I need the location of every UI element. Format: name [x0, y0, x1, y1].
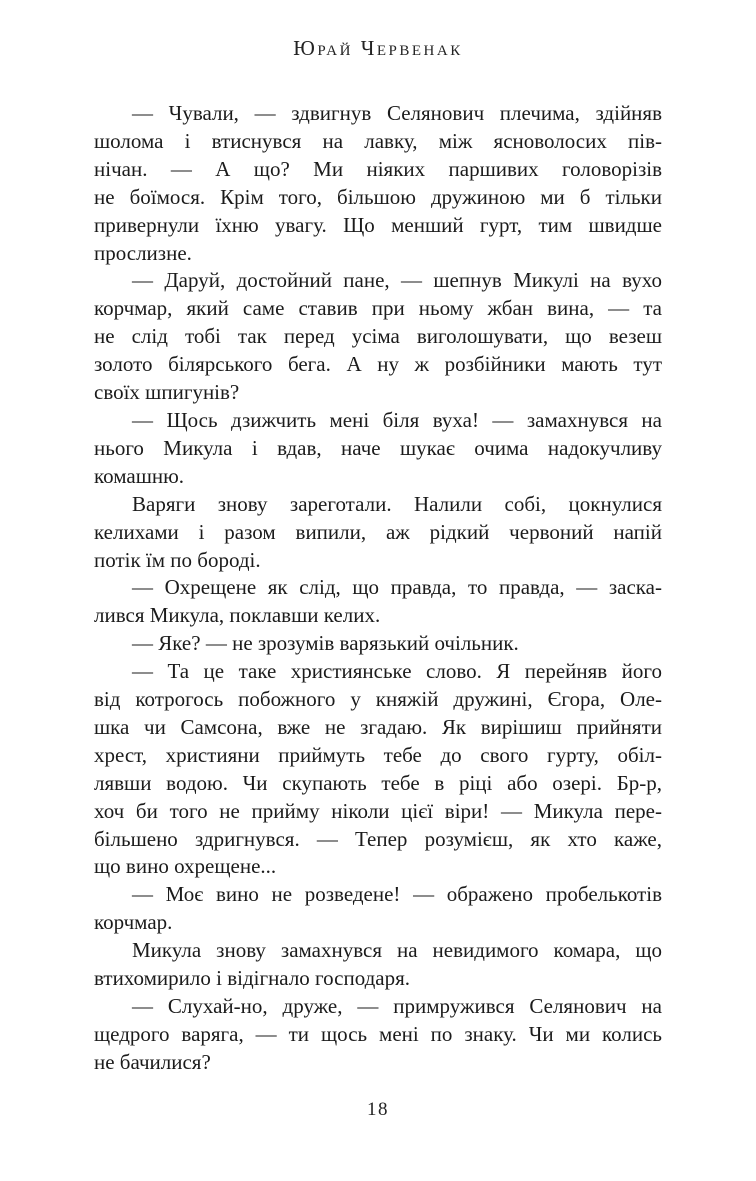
text-line: — Чували, — здвигнув Селянович плечима, здійняв [132, 101, 662, 125]
text-line: Микула знову замахнувся на невидимого комара, що [132, 938, 662, 963]
text-line: — Даруй, достойний пане, — шепнув Микулі на вухо [132, 268, 662, 293]
text-line: привернули їхню увагу. Що менший гурт, тим швидше [94, 212, 662, 237]
text-line: прослизне. [94, 240, 192, 265]
text-line: келихами і разом випили, аж рідкий червоний напій [94, 519, 662, 544]
text-line: своїх шпигунів? [94, 380, 240, 405]
text-line: не слід тобі так перед усіма виголошувати, що везеш [94, 324, 662, 349]
text-line: лявши водою. Чи скупають тебе в ріці або озері. Бр-р, [94, 770, 662, 795]
page-number: 18 [367, 1099, 389, 1120]
text-line: лився Микула, поклавши келих. [94, 603, 381, 628]
text-line: корчмар, який саме ставив при ньому жбан вина, — та [94, 296, 662, 321]
text-line: шолома і втиснувся на лавку, між ясноволосих пів- [94, 128, 662, 153]
text-line: не боїмося. Крім того, більшою дружиною ми б тільки [94, 184, 662, 209]
text-line: — Слухай-но, друже, — примружився Селянович на [132, 994, 662, 1018]
text-line: шка чи Самсона, вже не згадаю. Як вирішиш прийняти [94, 714, 662, 739]
text-line: золото білярського бега. А ну ж розбійники мають тут [94, 352, 662, 377]
body-text [94, 100, 662, 1077]
text-line: — Охрещене як слід, що правда, то правда, — заска- [132, 575, 662, 600]
text-line: хоч би того не прийму ніколи цієї віри! — Микула пере- [94, 798, 662, 823]
running-header-author: Юрай Червенак [293, 36, 463, 60]
text-line: комашню. [94, 463, 185, 488]
text-line: корчмар. [94, 910, 173, 935]
text-line: — Щось дзижчить мені біля вуха! — замахнувся на [132, 407, 662, 432]
text-line: Варяги знову зареготали. Налили собі, цокнулися [132, 491, 662, 516]
text-line: що вино охрещене... [94, 854, 277, 879]
text-line: потік їм по бороді. [94, 547, 261, 572]
text-line: втихомирило і відігнало господаря. [94, 966, 411, 991]
text-line: щедрого варяга, — ти щось мені по знаку. Чи ми колись [94, 1021, 662, 1046]
text-line: нічан. — А що? Ми ніяких паршивих головорізів [94, 156, 662, 181]
text-line: не бачилися? [94, 1049, 211, 1074]
text-line: більшено здригнувся. — Тепер розумієш, як хто каже, [94, 826, 662, 851]
text-line: хрест, християни приймуть тебе до свого гурту, обіл- [94, 742, 662, 767]
text-line: — Та це таке християнське слово. Я перейняв його [132, 659, 662, 684]
text-line: — Моє вино не розведене! — ображено пробелькотів [132, 882, 662, 907]
text-line: від котрогось побожного у княжій дружині, Єгора, Оле- [94, 687, 662, 712]
text-line: — Яке? — не зрозумів варязький очільник. [132, 631, 519, 656]
text-line: нього Микула і вдав, наче шукає очима надокучливу [94, 435, 662, 460]
